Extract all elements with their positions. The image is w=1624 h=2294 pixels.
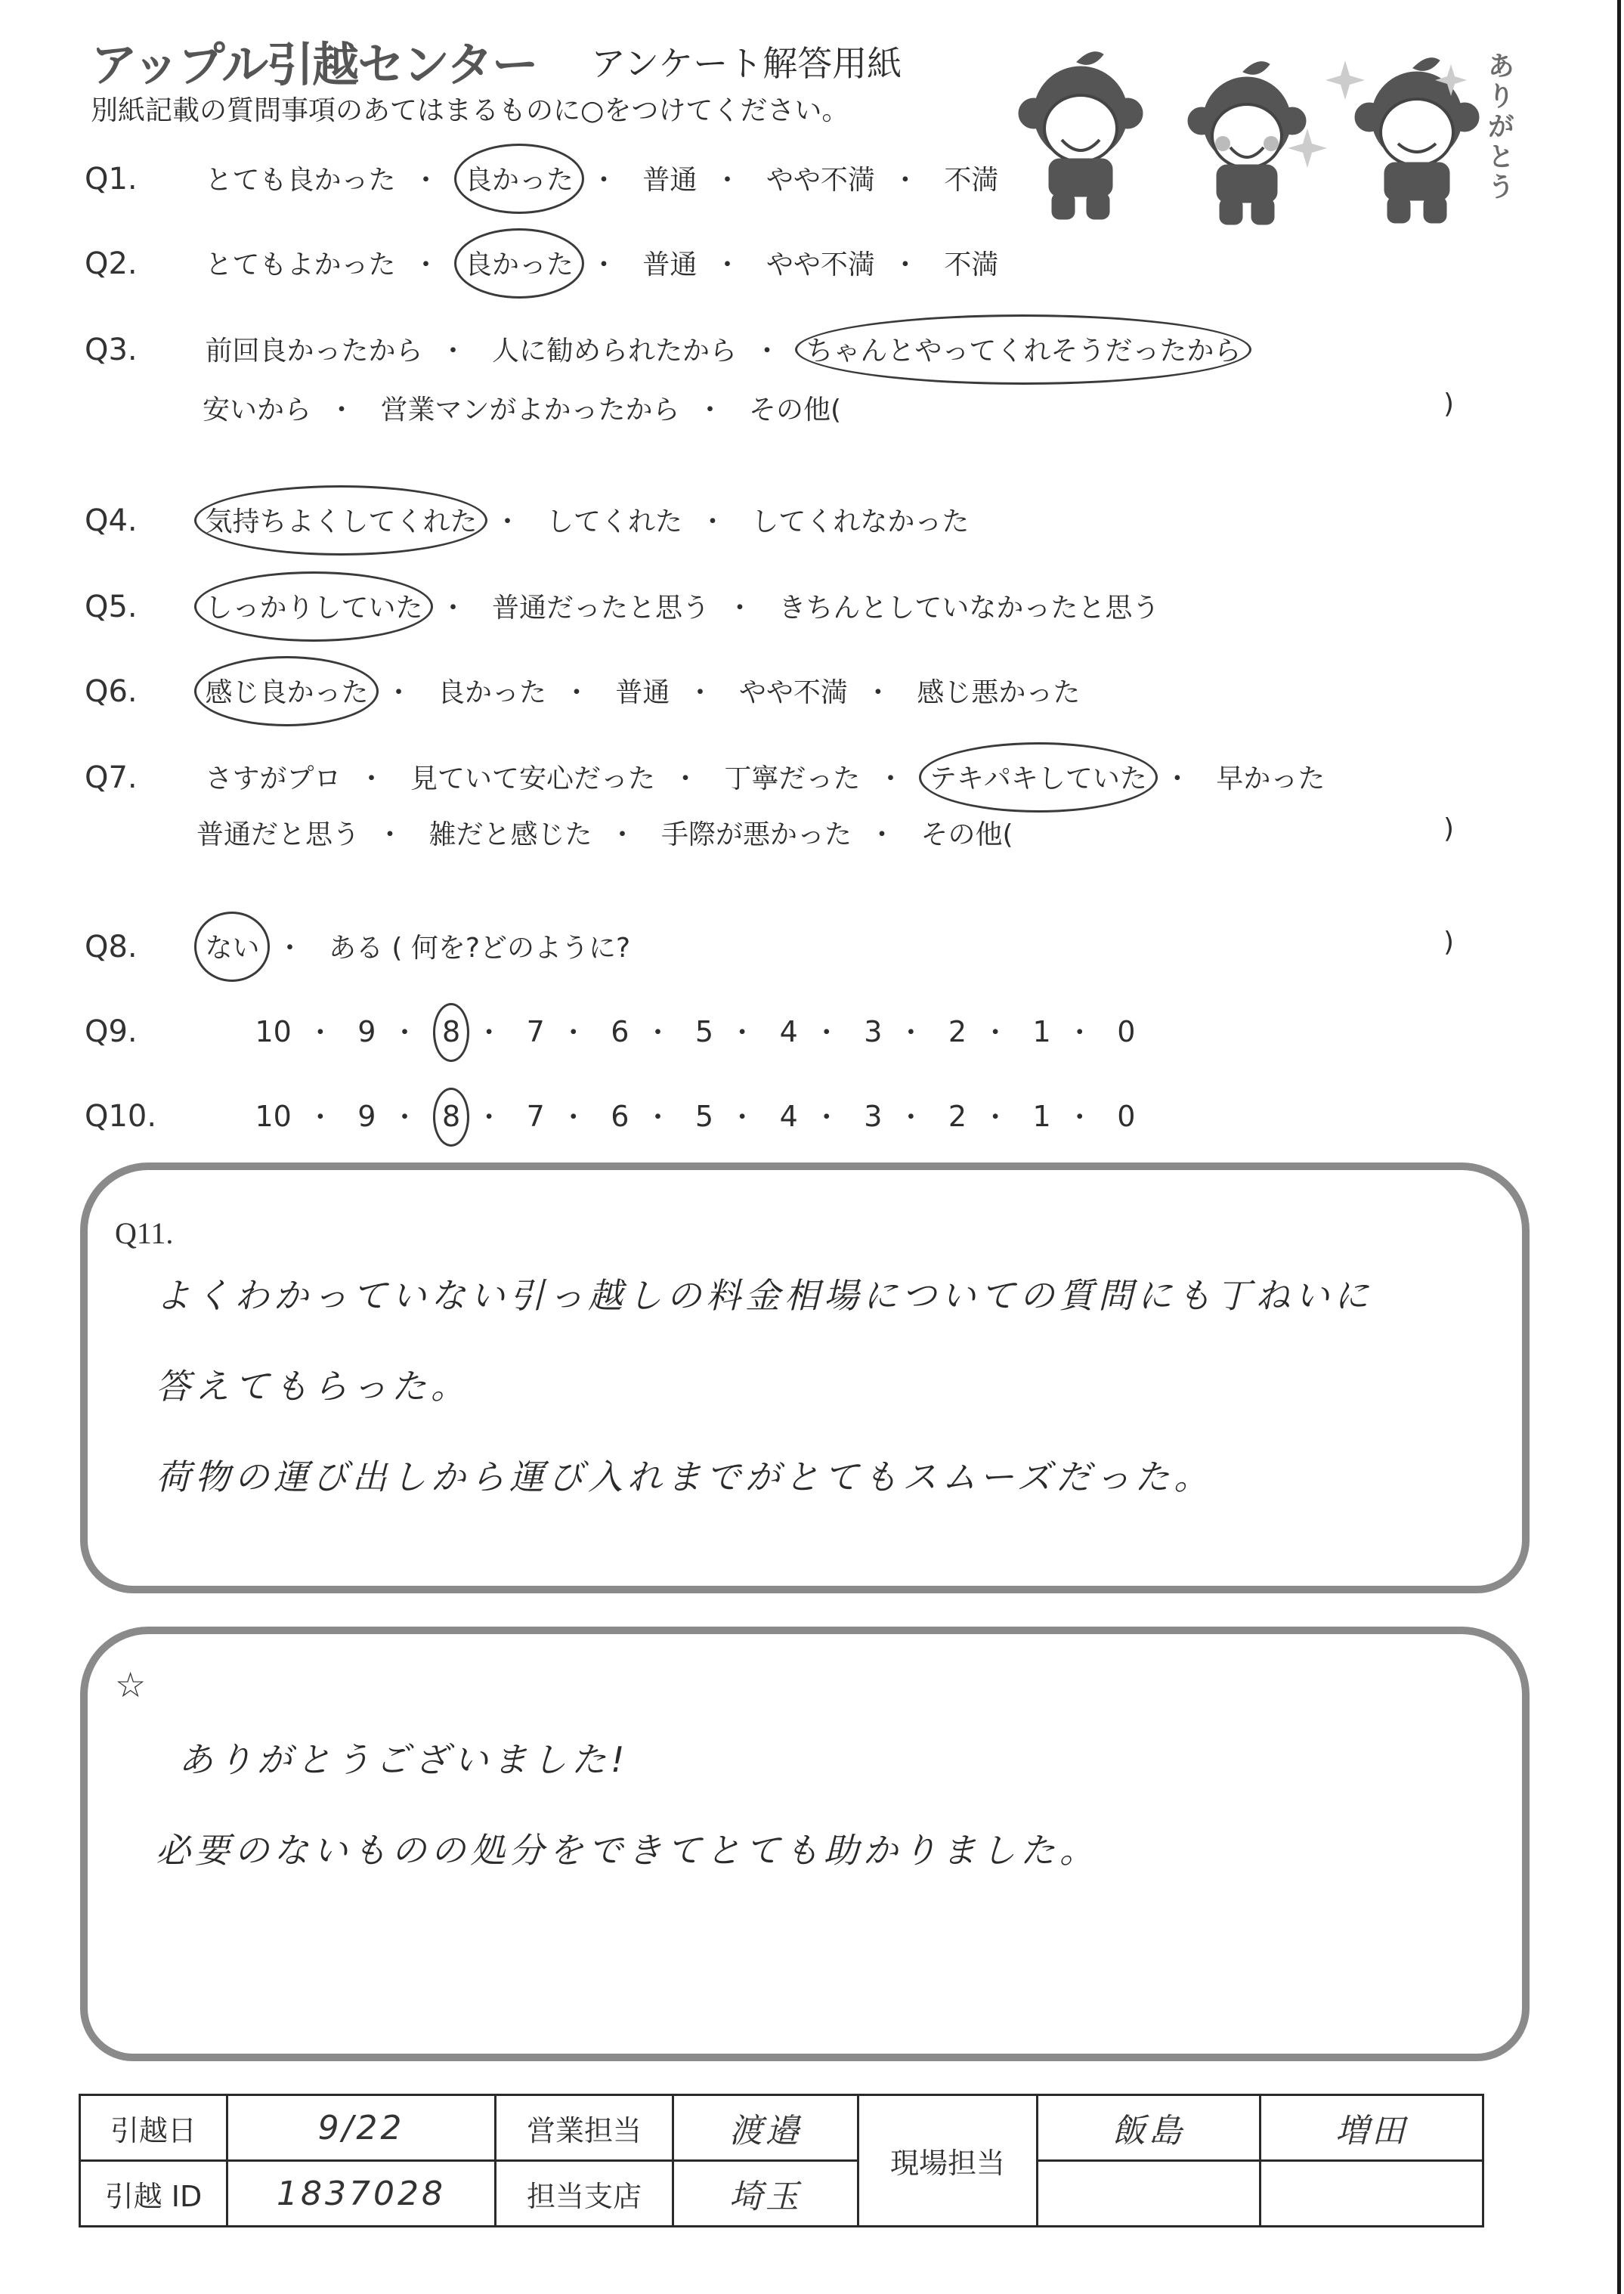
option[interactable]: 良かった [437, 677, 546, 708]
question-label: Q2. [85, 246, 138, 281]
option-selected[interactable]: 良かった [465, 159, 574, 197]
monkey-mascot-icon [1355, 58, 1479, 223]
question-q10-scale: Q10. 10 ・ 9 ・ 8 ・ 7 ・ 6 ・ 5 ・ 4 ・ 3 ・ 2 ・ 1 ・ 0 [85, 1099, 1136, 1134]
scale-option[interactable]: 6 [611, 1015, 629, 1048]
monkey-mascots-illustration [998, 30, 1527, 227]
option-selected[interactable]: 感じ良かった [205, 671, 368, 710]
option[interactable]: 前回良かったから [205, 336, 423, 367]
option[interactable]: 不満 [944, 249, 999, 280]
paren-close: ) [1443, 927, 1455, 958]
handwritten-line: 荷物の運び出しから運び入れまでがとてもスムーズだった。 [156, 1457, 1214, 1497]
scale-option[interactable]: 6 [611, 1100, 629, 1133]
scale-option[interactable]: 0 [1117, 1100, 1136, 1133]
site-staff-label: 現場担当 [858, 2095, 1038, 2227]
free-comment-box[interactable] [80, 1627, 1530, 2061]
option[interactable]: 感じ悪かった [917, 677, 1081, 708]
q11-label: Q11. [115, 1216, 174, 1250]
question-label: Q5. [85, 590, 138, 624]
option-selected[interactable]: ない [205, 927, 259, 965]
form-subtitle: アンケート解答用紙 [591, 43, 902, 84]
monkey-mascot-icon [1188, 62, 1306, 224]
question-label: Q1. [85, 162, 138, 197]
option-selected[interactable]: テキパキしていた [930, 757, 1147, 796]
question-q3: Q3. 前回良かったから ・ 人に勧められたから ・ ちゃんとやってくれそうだったから [85, 330, 1241, 368]
question-label: Q7. [85, 760, 138, 795]
sales-rep-value[interactable]: 渡邉 [673, 2095, 858, 2161]
scale-option-selected[interactable]: 8 [441, 1015, 461, 1048]
option[interactable]: 手際が悪かった [660, 819, 852, 850]
scale-option[interactable]: 7 [526, 1100, 545, 1133]
scan-edge-line [1617, 0, 1621, 2294]
q11-comment-box[interactable] [80, 1162, 1530, 1593]
option[interactable]: とてもよかった [205, 249, 396, 280]
scale-option[interactable]: 5 [694, 1015, 714, 1048]
scale-option[interactable]: 9 [357, 1015, 376, 1048]
option[interactable]: 丁寧だった [724, 763, 861, 794]
scale-option-selected[interactable]: 8 [441, 1100, 461, 1133]
handwritten-line: よくわかっていない引っ越しの料金相場についての質問にも丁ねいに [156, 1275, 1374, 1316]
option[interactable]: してくれなかった [751, 506, 970, 537]
option-selected[interactable]: 気持ちよくしてくれた [205, 500, 477, 539]
option[interactable]: 人に勧められたから [491, 336, 737, 367]
option[interactable]: 早かった [1216, 763, 1325, 794]
branch-value[interactable]: 埼玉 [673, 2161, 858, 2227]
option-other[interactable]: その他( [920, 819, 1013, 850]
footer-info-table [79, 2094, 1484, 2227]
move-id-label: 引越 ID [80, 2161, 227, 2227]
handwritten-line: 必要のないものの処分をできてとても助かりました。 [156, 1830, 1099, 1871]
option[interactable]: 普通だと思う [196, 819, 360, 850]
move-date-value[interactable]: 9/22 [227, 2095, 496, 2161]
scale-option[interactable]: 3 [864, 1015, 883, 1048]
question-q2: Q2. とてもよかった ・ 良かった ・ 普通 ・ やや不満 ・ 不満 [85, 243, 998, 282]
scale-option[interactable]: 9 [357, 1100, 376, 1133]
scale-option[interactable]: 2 [948, 1100, 967, 1133]
option[interactable]: 普通 [615, 677, 670, 708]
scale-option[interactable]: 4 [779, 1100, 798, 1133]
question-label: Q4. [85, 503, 138, 538]
option[interactable]: やや不満 [766, 165, 875, 196]
option[interactable]: やや不満 [738, 677, 848, 708]
company-title: アップル引越センター [91, 37, 537, 92]
option[interactable]: やや不満 [766, 249, 875, 280]
question-label: Q8. [85, 930, 138, 964]
site-staff-2[interactable]: 増田 [1261, 2095, 1483, 2161]
scale-option[interactable]: 10 [255, 1100, 292, 1133]
scale-option[interactable]: 1 [1032, 1015, 1051, 1048]
sales-rep-label: 営業担当 [496, 2095, 673, 2161]
site-staff-3[interactable] [1038, 2161, 1261, 2227]
star-icon: ☆ [115, 1666, 147, 1704]
option[interactable]: ある ( 何を?どのように? [328, 933, 631, 964]
branch-label: 担当支店 [496, 2161, 673, 2227]
site-staff-4[interactable] [1261, 2161, 1483, 2227]
question-q6: Q6. 感じ良かった ・ 良かった ・ 普通 ・ やや不満 ・ 感じ悪かった [85, 671, 1080, 710]
handwritten-line: ありがとうございました! [178, 1739, 629, 1780]
option[interactable]: 営業マンがよかったから [380, 395, 680, 426]
question-label: Q10. [85, 1099, 157, 1134]
option[interactable]: きちんとしていなかったと思う [778, 593, 1160, 624]
question-q7: Q7. さすがプロ ・ 見ていて安心だった ・ 丁寧だった ・ テキパキしていた ・ 早かった [85, 757, 1325, 796]
option[interactable]: 雑だと感じた [428, 819, 592, 850]
option[interactable]: 不満 [944, 165, 999, 196]
scale-option[interactable]: 0 [1117, 1015, 1136, 1048]
move-id-value[interactable]: 1837028 [227, 2161, 496, 2227]
option-selected[interactable]: 良かった [465, 243, 574, 282]
option[interactable]: 普通 [642, 249, 698, 280]
question-q3-line2: 安いから ・ 営業マンがよかったから ・ その他( [203, 389, 841, 427]
scale-option[interactable]: 1 [1032, 1100, 1051, 1133]
scale-option[interactable]: 2 [948, 1015, 967, 1048]
option[interactable]: 安いから [203, 395, 312, 426]
scale-option[interactable]: 3 [864, 1100, 883, 1133]
scale-option[interactable]: 4 [779, 1015, 798, 1048]
question-q7-line2: 普通だと思う ・ 雑だと感じた ・ 手際が悪かった ・ その他( [196, 813, 1013, 852]
option[interactable]: さすがプロ [205, 763, 342, 794]
question-label: Q3. [85, 333, 138, 367]
scale-option[interactable]: 7 [526, 1015, 545, 1048]
question-label: Q6. [85, 674, 138, 709]
question-q1: Q1. とても良かった ・ 良かった ・ 普通 ・ やや不満 ・ 不満 [85, 159, 998, 197]
question-q5: Q5. しっかりしていた ・ 普通だったと思う ・ きちんとしていなかったと思う [85, 587, 1159, 625]
monkey-mascot-icon [1019, 52, 1143, 219]
question-q9-scale: Q9. 10 ・ 9 ・ 8 ・ 7 ・ 6 ・ 5 ・ 4 ・ 3 ・ 2 ・ 1 ・ 0 [85, 1014, 1136, 1049]
paren-close: ) [1443, 813, 1455, 844]
question-q8: Q8. ない ・ ある ( 何を?どのように? [85, 927, 630, 965]
option[interactable]: とても良かった [205, 165, 396, 196]
option-selected[interactable]: ちゃんとやってくれそうだったから [806, 330, 1241, 368]
question-label: Q9. [85, 1014, 138, 1049]
move-date-label: 引越日 [80, 2095, 227, 2161]
option[interactable]: 普通 [642, 165, 698, 196]
instruction-text: 別紙記載の質問事項のあてはまるものに○をつけてください。 [91, 95, 849, 126]
paren-close: ) [1443, 389, 1455, 419]
scale-option[interactable]: 5 [694, 1100, 714, 1133]
scale-option[interactable]: 10 [255, 1015, 292, 1048]
option[interactable]: してくれた [546, 506, 682, 537]
option[interactable]: 見ていて安心だった [410, 763, 655, 794]
handwritten-line: 答えてもらった。 [156, 1366, 470, 1407]
option-other[interactable]: その他( [748, 395, 842, 426]
question-q4: Q4. 気持ちよくしてくれた ・ してくれた ・ してくれなかった [85, 500, 969, 539]
option[interactable]: 普通だったと思う [491, 593, 710, 624]
option-selected[interactable]: しっかりしていた [205, 587, 422, 625]
site-staff-1[interactable]: 飯島 [1038, 2095, 1261, 2161]
mascot-caption: ありがとう [1483, 51, 1514, 203]
